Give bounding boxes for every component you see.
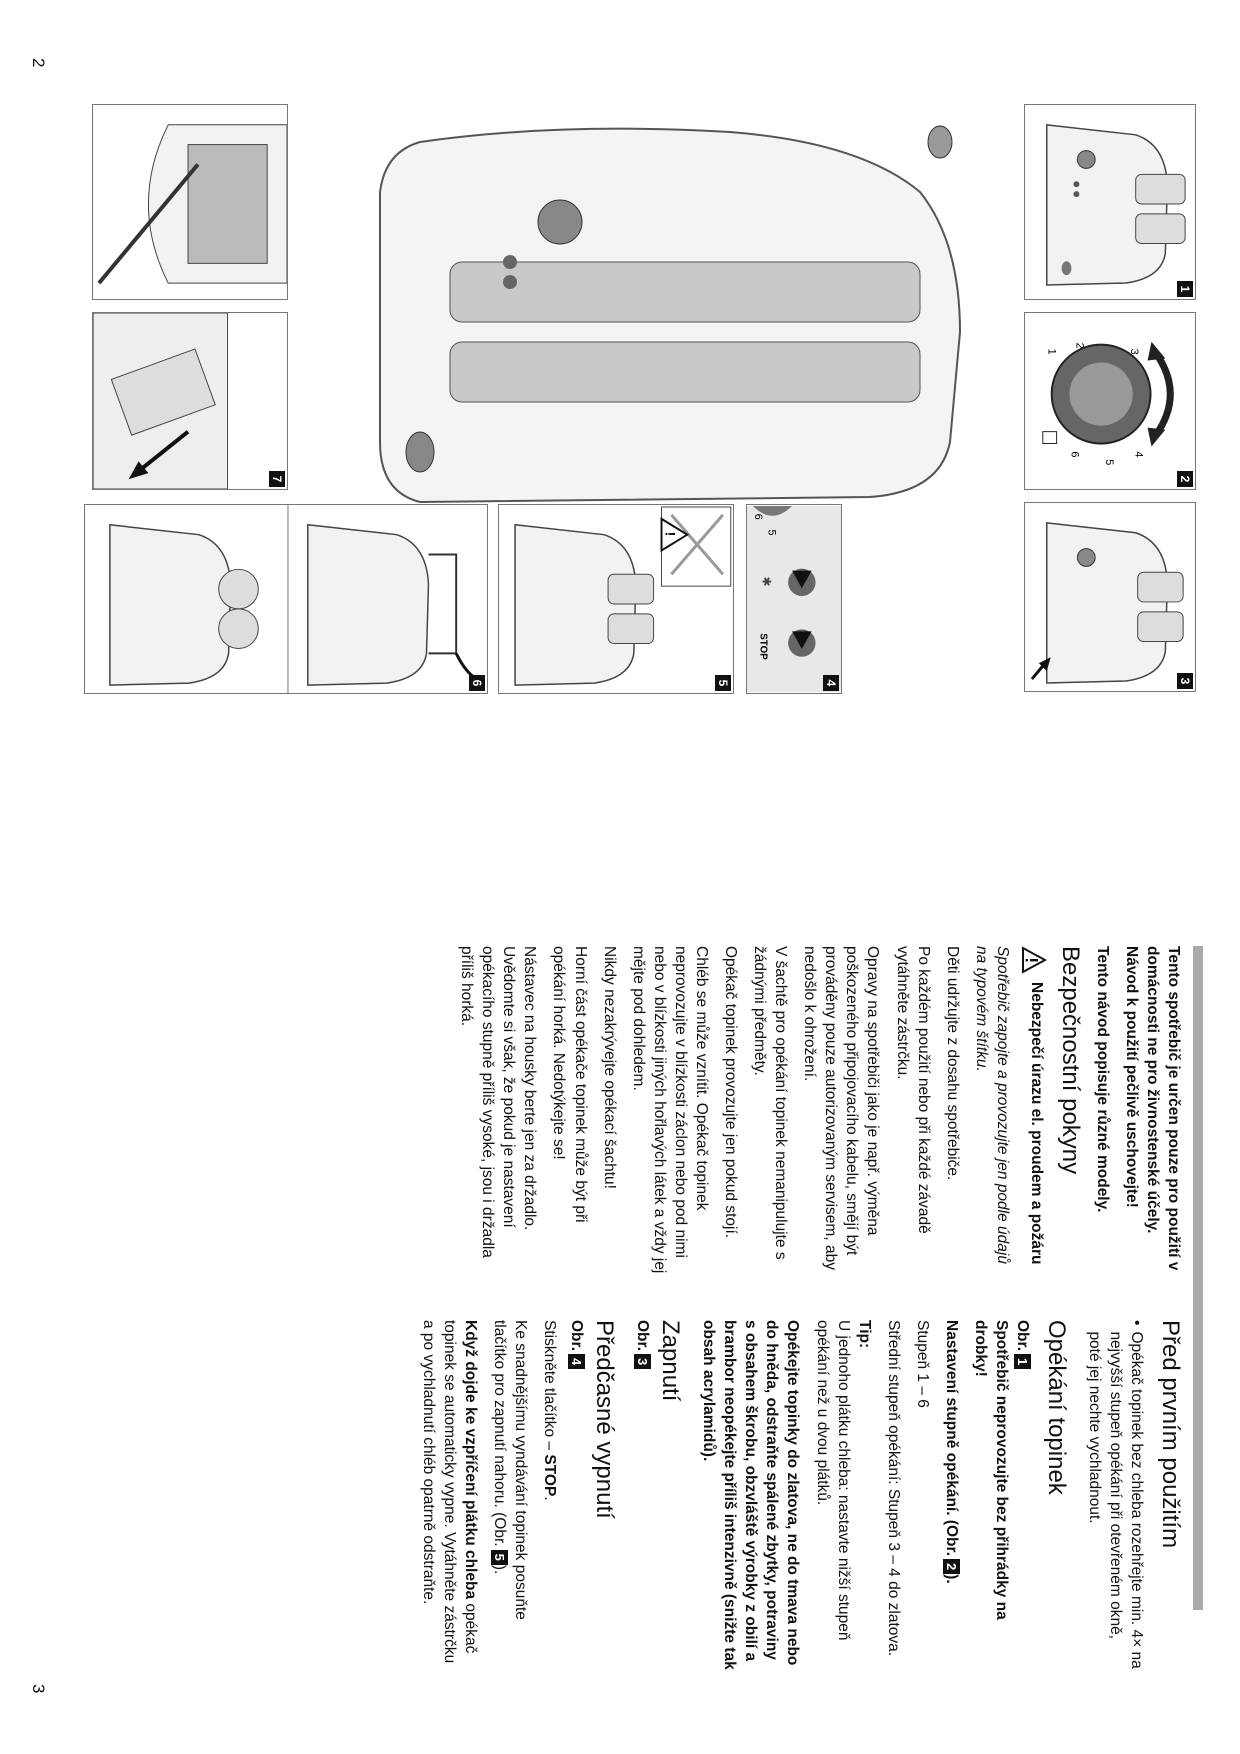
figure-1 — [1024, 104, 1196, 300]
figure-7-label: 7 — [269, 471, 285, 487]
toasting-heading: Opékání topinek — [1042, 1320, 1070, 1495]
figure-ref-badge: 1 — [1014, 1354, 1031, 1369]
browning-dial-illustration — [1025, 313, 1195, 489]
dial-number-3: 3 — [1127, 348, 1140, 355]
electric-warning — [1021, 946, 1047, 1274]
bullet-dot: • — [1128, 1320, 1146, 1326]
stop-instruction: Stiskněte tlačítko – STOP. — [541, 1320, 559, 1501]
safety-bun-warmer: Nástavec na housky berte jen za držadlo. Uvědomte si však, že pokud je nastavení opékacího stupně příliš vysoké, jsou i držadla příliš horká. — [458, 946, 539, 1258]
safety-fire: Chléb se může vznítit. Opékač topinek neprovozujte v blízkosti záclon nebo pod nimi nebo v blízkosti jiných hořlavých látek a vždy jej mějte pod dohledem. — [629, 946, 710, 1274]
svg-text:✱: ✱ — [759, 576, 773, 587]
first-use-text: Opékač topinek bez chleba rozehřejte min. 4× na nejvyšší stupeň opékání při otevřeném okně, poté jej nechte vychladnout. — [1086, 1331, 1146, 1669]
safety-hot-top: Horní část opékače topinek může být při opékání horká. Nedotýkejte se! — [550, 946, 589, 1223]
dial-number-2: 2 — [1073, 342, 1086, 349]
figure-1-label: 1 — [1177, 281, 1193, 297]
figure-ref-badge: 5 — [491, 1550, 508, 1565]
dial-number-4: 4 — [1132, 451, 1145, 458]
safety-no-objects: V šachtě pro opékání topinek nemanipulujte s žádnými předměty. — [751, 946, 790, 1260]
column-operation — [410, 1320, 1184, 1672]
lift-instruction: Ke snadnějšímu vyndávání topinek posuňte tlačítko pro zapnutí nahoru. (Obr.5). — [491, 1320, 530, 1620]
dial-number-5: 5 — [1103, 459, 1116, 466]
toast-removal-illustration — [499, 505, 733, 693]
early-off-heading: Předčasné vypnutí — [591, 1320, 619, 1519]
svg-text:!: ! — [662, 531, 679, 537]
safety-upright: Opékač topinek provozujte jen pokud stojí. — [722, 946, 740, 1239]
electric-warning-text: Nebezpečí úrazu el. proudem a požáru — [1027, 982, 1045, 1265]
safety-unplug: Po každém použití nebo při každé závadě vytáhněte zástrčku. — [893, 946, 932, 1234]
bun-warmer-illustration — [85, 505, 487, 693]
control-panel-illustration — [747, 505, 841, 693]
figure-2 — [1024, 312, 1196, 490]
tip-text: U jednoho plátku chleba: nastavte nižší stupeň opékání než u dvou plátků. — [813, 1320, 852, 1641]
toaster-main-illustration — [360, 112, 980, 512]
auto-off-note: Když dojde ke vzpříčení plátku chleba opékač topinek se automaticky vypne. Vytáhněte zástrčku a po vychladnutí chléb opatrně odstraňte. — [419, 1320, 480, 1664]
page-number-left: 2 — [29, 58, 48, 68]
figure-3-label: 3 — [1177, 673, 1193, 689]
crumb-tray-warning: Spotřebič neprovozujte bez přihrádky na drobky! — [972, 1320, 1011, 1620]
figure-5-label: 5 — [715, 675, 731, 691]
dial-number-1: 1 — [1045, 348, 1058, 355]
figure-ref-badge: 4 — [568, 1354, 585, 1369]
tip-label: Tip: — [855, 1320, 873, 1349]
safety-children: Děti udržujte z dosahu spotřebiče. — [943, 946, 961, 1181]
setting-instruction: Nastavení stupně opékání. (Obr.2). — [942, 1320, 960, 1584]
figure-ref-badge: 3 — [634, 1354, 651, 1369]
acrylamide-note: Opékejte topinky do zlatova, ne do tmava nebo do hněda, odstraňte spálené zbytky, potraviny s obsahem škrobu, obzvláště výrobky z obilí a brambor neopékejte příliš intenzivně (snižte tak obsah acrylamidů). — [700, 1320, 802, 1670]
figure-7 — [92, 312, 288, 490]
cleaning-illustration — [93, 105, 287, 299]
intro-paragraph: Tento spotřebič je určen pouze pro použití v domácnosti ne pro živnostenské účely. Návod k použití pečlivě uschovejte! — [1122, 946, 1182, 1271]
dial-number-6: 6 — [1068, 451, 1081, 458]
safety-rating-plate: Spotřebič zapojte a provozujte jen podle údajů na typovém štítku. — [972, 946, 1011, 1264]
figure-6-label: 6 — [469, 675, 485, 691]
panel-number-5: 5 — [765, 529, 778, 536]
warning-triangle-icon — [1021, 946, 1047, 974]
early-off-figure-ref: Obr.4 — [566, 1320, 587, 1672]
safety-repairs: Opravy na spotřebiči jako je např. výměna poškozeného připojovacího kabelu, smějí být prováděny pouze autorizovaným servisem, aby nedošlo k ohrožení. — [801, 946, 882, 1270]
lever-press-illustration — [1025, 503, 1195, 691]
figure-2-label: 2 — [1177, 471, 1193, 487]
figure-6 — [84, 504, 488, 694]
medium-level: Střední stupeň opékání: Stupeň 3 – 4 do zlatova. — [884, 1320, 902, 1657]
first-use-item — [1084, 1320, 1147, 1672]
figure-4-label: 4 — [823, 675, 839, 691]
figure-3 — [1024, 502, 1196, 692]
toasting-figure-ref: Obr.1 — [1012, 1320, 1033, 1672]
column-intro-safety — [448, 946, 1184, 1274]
figure-ref-badge: 2 — [943, 1559, 960, 1574]
crumb-tray-illustration — [93, 313, 287, 489]
figure-4 — [746, 504, 842, 694]
figure-5 — [498, 504, 734, 694]
first-use-heading: Před prvním použitím — [1157, 1320, 1184, 1549]
stop-label: STOP — [757, 633, 769, 660]
toaster-drawing — [360, 112, 980, 512]
intro-models: Tento návod popisuje různé modely. — [1093, 946, 1111, 1213]
safety-heading: Bezpečnostní pokyny — [1056, 946, 1084, 1175]
figure-cleaning — [92, 104, 288, 300]
levels-range: Stupeň 1 – 6 — [913, 1320, 931, 1408]
page-number-right: 3 — [29, 1684, 48, 1694]
toaster-with-toast-illustration — [1025, 105, 1195, 299]
panel-number-6: 6 — [751, 513, 764, 520]
switch-on-figure-ref: Obr.3 — [632, 1320, 653, 1672]
switch-on-heading: Zapnutí — [657, 1320, 685, 1402]
header-rule — [1193, 946, 1203, 1610]
safety-do-not-cover: Nikdy nezakrývejte opékací šachtu! — [600, 946, 618, 1189]
